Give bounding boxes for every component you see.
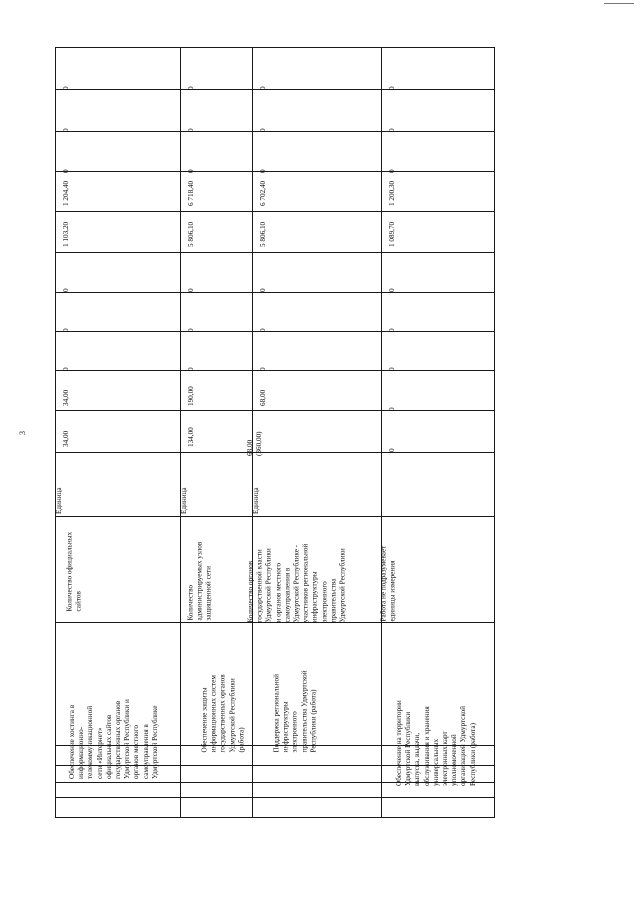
page-number: 3 — [18, 431, 27, 435]
row4-v1: 0 — [388, 448, 396, 452]
row3-indicator: Количество органов государственной власти Удмуртской Республики и органов местного самоуправления в Удмуртской Республике - участников региональной инфраструктуры электронного правительства Удмуртской Республики — [246, 543, 347, 623]
row2-v9: 0 — [187, 128, 195, 132]
row3-v9: 0 — [259, 128, 267, 132]
row4-v4: 0 — [388, 328, 396, 332]
row3-v1: 68,00 (360,00) — [246, 431, 264, 456]
row2-v3: 0 — [187, 367, 195, 371]
row4-v2: 0 — [388, 407, 396, 411]
row3-v2: 68,00 — [259, 389, 267, 406]
row2-v4: 0 — [187, 328, 195, 332]
row4-v3: 0 — [388, 367, 396, 371]
row1-v8: 0 — [62, 169, 70, 173]
row3-v8: 0 — [259, 169, 267, 173]
row2-v7: 6 718,40 — [187, 180, 195, 206]
row2-v10: 0 — [187, 86, 195, 90]
row1-unit: Единица — [55, 487, 63, 514]
row3-name: Поддержка региональной инфраструктуры электронного правительства Удмуртской Республики (работа) — [272, 670, 318, 753]
row2-v1: 134,00 — [187, 427, 195, 447]
row4-v8: 0 — [388, 169, 396, 173]
row1-v4: 0 — [62, 328, 70, 332]
row4-v6: 1 089,70 — [388, 221, 396, 247]
row3-v7: 6 702,40 — [259, 180, 267, 206]
row4-name: Обеспечение на территории Удмуртской Республики выпуска, выдачи, обслуживания и хранения универсальных электронных карт уполномоченной организацией Удмуртской Республики (работа) — [395, 700, 477, 786]
row2-v5: 0 — [187, 288, 195, 292]
row1-v10: 0 — [62, 86, 70, 90]
row2-indicator: Количество администрируемых узлов защищенной сети — [186, 541, 213, 621]
row4-v10: 0 — [388, 86, 396, 90]
row4-v7: 1 200,30 — [388, 180, 396, 206]
row2-name: Обеспечение защиты информационных систем государственных органов Удмуртской Республики (работа) — [200, 674, 246, 753]
row3-v6: 5 806,10 — [259, 221, 267, 247]
row3-v4: 0 — [259, 328, 267, 332]
row1-v7: 1 204,40 — [62, 180, 70, 206]
row3-v5: 0 — [259, 288, 267, 292]
row1-v9: 0 — [62, 128, 70, 132]
row4-v5: 0 — [388, 288, 396, 292]
row1-indicator: Количество официальных сайтов — [65, 531, 83, 612]
row1-v5: 0 — [62, 288, 70, 292]
row4-v9: 0 — [388, 128, 396, 132]
row4-unit — [395, 454, 405, 514]
row1-v6: 1 103,20 — [62, 221, 70, 247]
row1-v2: 34,00 — [62, 389, 70, 406]
row1-v1: 34,00 — [62, 430, 70, 447]
row2-unit: Единица — [180, 487, 188, 514]
row3-unit: Единица — [252, 487, 260, 514]
row3-v10: 0 — [259, 86, 267, 90]
row1-name: Обеспечение хостинга в информационно- телекоммуникационной сети «Интернет» официальных сайтов государственных органов Удмуртской Республики и органов местного самоуправления в Удмуртской Республике — [68, 699, 159, 779]
row2-v6: 5 806,10 — [187, 221, 195, 247]
row1-v3: 0 — [62, 367, 70, 371]
row2-v2: 190,00 — [187, 386, 195, 406]
row4-indicator: Работа не подразумевает единицы измерения — [379, 545, 397, 622]
row2-v8: 0 — [187, 169, 195, 173]
row3-v3: 0 — [259, 367, 267, 371]
